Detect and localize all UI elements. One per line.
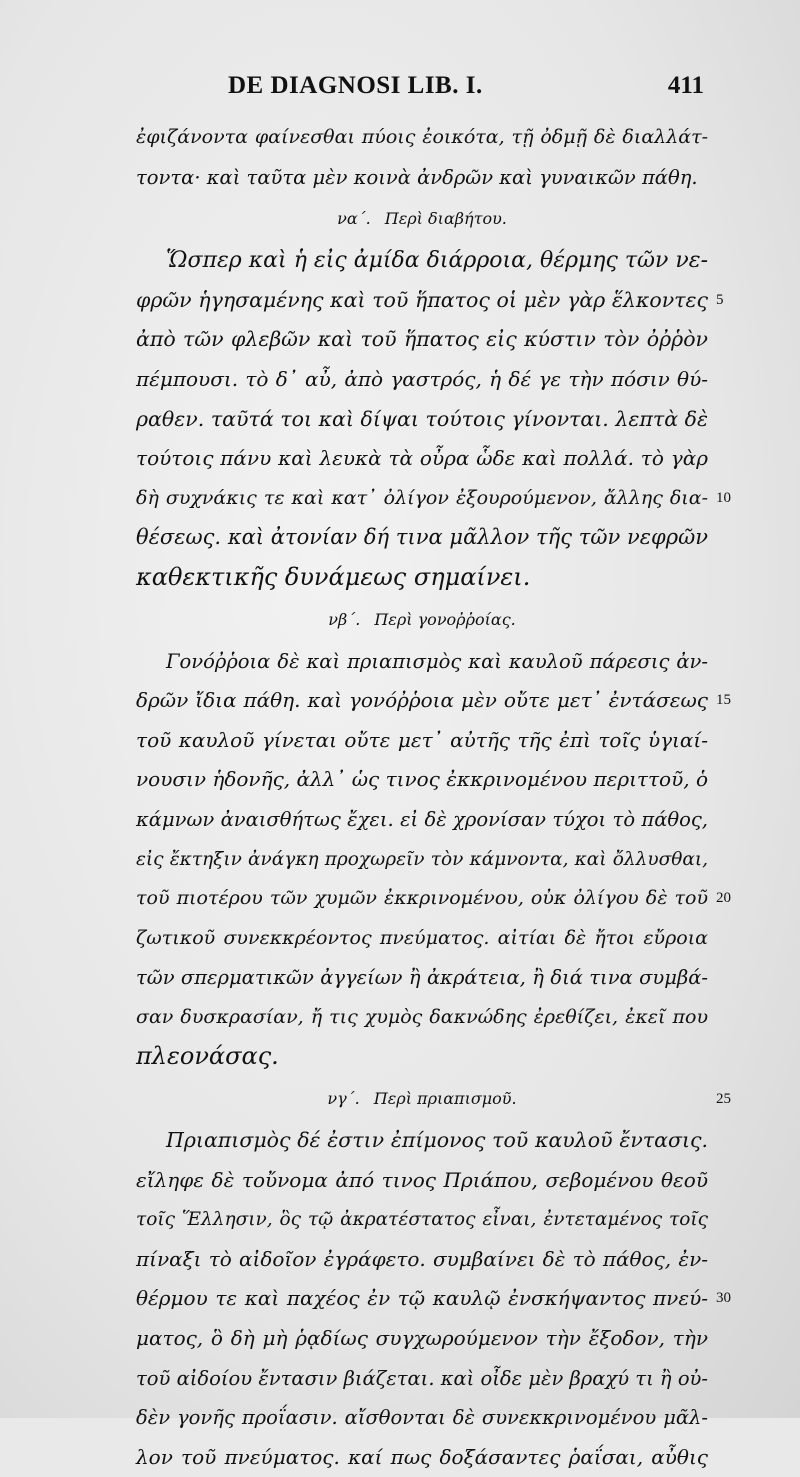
body-text xyxy=(136,118,731,1477)
text-line: τοῖς Ἕλλησιν, ὃς τῷ ἀκρατέστατος εἶναι, ἐντεταμένος τοῖς xyxy=(136,1209,708,1231)
text-line: ἐφιζάνοντα φαίνεσθαι πύοις ἐοικότα, τῇ ὀδμῇ δὲ διαλλάτ- xyxy=(136,126,708,148)
page-number: 411 xyxy=(667,72,704,99)
text-line: τῶν σπερματικῶν ἀγγείων ἢ ἀκράτεια, ἢ διά τινα συμβά- xyxy=(136,966,708,990)
line-number: 30 xyxy=(716,1290,731,1307)
text-line: τούτοις πάνυ καὶ λευκὰ τὰ οὖρα ὧδε καὶ πολλά. τὸ γὰρ xyxy=(136,446,708,471)
text-line: πέμπουσι. τὸ δ᾽ αὖ, ἀπὸ γαστρός, ἡ δέ γε τὴν πόσιν θύ- xyxy=(136,366,708,391)
text-line: ζωτικοῦ συνεκκρέοντος πνεύματος. αἰτίαι δὲ ἤτοι εὔροια xyxy=(136,926,708,949)
text-line: τοῦ αἰδοίου ἔντασιν βιάζεται. καὶ οἶδε μὲν βραχύ τι ἢ οὐ- xyxy=(136,1366,708,1390)
text-line: φρῶν ἡγησαμένης καὶ τοῦ ἥπατος οἱ μὲν γὰρ ἕλκοντες 5 xyxy=(136,281,708,321)
line-number: 5 xyxy=(716,291,724,308)
section-number: νβ΄. xyxy=(328,609,361,629)
text-line: δρῶν ἴδια πάθη. καὶ γονόῤῥοια μὲν οὔτε μετ᾽ ἐντάσεως 15 xyxy=(136,681,708,721)
section-title: Περὶ γονοῤῥοίας. xyxy=(374,609,516,629)
section-heading xyxy=(136,1077,731,1121)
text-line: θέρμου τε καὶ παχέος ἐν τῷ καυλῷ ἐνσκήψαντος πνεύ- 30 xyxy=(136,1279,708,1319)
text-line: νουσιν ἡδονῆς, ἀλλ᾽ ὡς τινος ἐκκρινομένου περιττοῦ, ὁ xyxy=(136,767,709,792)
text-line: καθεκτικῆς δυνάμεως σημαίνει. xyxy=(136,562,531,591)
text-line: θέσεως. καὶ ἀτονίαν δή τινα μᾶλλον τῆς τῶν νεφρῶν xyxy=(136,525,708,550)
text-line: κάμνων ἀναισθήτως ἔχει. εἰ δὲ χρονίσαν τύχοι τὸ πάθος, xyxy=(136,807,708,831)
text-line: πίναξι τὸ αἰδοῖον ἐγράφετο. συμβαίνει δὲ τὸ πάθος, ἐν- xyxy=(136,1246,708,1271)
text-line: τοῦ πιοτέρου τῶν χυμῶν ἐκκρινομένου, οὐκ ὀλίγου δὲ τοῦ 20 xyxy=(136,879,708,919)
text-line: Πριαπισμὸς δέ ἐστιν ἐπίμονος τοῦ καυλοῦ ἔντασις. xyxy=(166,1128,708,1153)
text-line: εἰς ἔκτηξιν ἀνάγκη προχωρεῖν τὸν κάμνοντα, καὶ ὄλλυσθαι, xyxy=(136,848,708,870)
section-number: νγ΄. xyxy=(327,1089,360,1109)
running-head xyxy=(0,72,800,106)
section-title: Περὶ διαβήτου. xyxy=(384,209,507,229)
text-line: Γονόῤῥοια δὲ καὶ πριαπισμὸς καὶ καυλοῦ πάρεσις ἀν- xyxy=(166,649,708,673)
text-line: εἴληφε δὲ τοὔνομα ἀπό τινος Πριάπου, σεβομένου θεοῦ xyxy=(136,1167,708,1192)
line-number: 20 xyxy=(716,890,731,907)
text-line: δὴ συχνάκις τε καὶ κατ᾽ ὀλίγον ἐξουρούμενον, ἄλλης δια- 10 xyxy=(136,479,708,519)
section-title: Περὶ πριαπισμοῦ. xyxy=(373,1089,517,1109)
text-line: ἀπὸ τῶν φλεβῶν καὶ τοῦ ἥπατος εἰς κύστιν τὸν ὀῤῥὸν xyxy=(136,327,708,352)
text-line: ματος, ὃ δὴ μὴ ῥᾳδίως συγχωρούμενον τὴν ἔξοδον, τὴν xyxy=(136,1326,708,1351)
line-number: 15 xyxy=(716,692,731,709)
text-line: τοῦ καυλοῦ γίνεται οὔτε μετ᾽ αὐτῆς τῆς ἐπὶ τοῖς ὑγιαί- xyxy=(136,727,708,752)
text-line: τοντα· καὶ ταῦτα μὲν κοινὰ ἀνδρῶν καὶ γυναικῶν πάθη. xyxy=(136,165,698,189)
line-number: 10 xyxy=(716,489,731,506)
text-line: δὲν γονῆς προΐασιν. αἴσθονται δὲ συνεκκρινομένου μᾶλ- xyxy=(136,1406,708,1430)
text-line: ραθεν. ταῦτά τοι καὶ δίψαι τούτοις γίνονται. λεπτὰ δὲ xyxy=(136,406,708,431)
text-line: πλεονάσας. xyxy=(136,1042,279,1071)
line-number: 25 xyxy=(716,1091,731,1108)
section-heading xyxy=(136,197,708,241)
text-line: Ὥσπερ καὶ ἡ εἰς ἀμίδα διάρροια, θέρμης τῶν νε- xyxy=(166,248,708,274)
section-number: να΄. xyxy=(337,209,371,229)
text-line: λον τοῦ πνεύματος. καί πως δοξάσαντες ῥαΐσαι, αὖθις xyxy=(136,1444,708,1469)
text-line: σαν δυσκρασίαν, ἤ τις χυμὸς δακνώδης ἐρεθίζει, ἐκεῖ που xyxy=(136,1005,708,1028)
running-title: DE DIAGNOSI LIB. I. xyxy=(228,72,483,99)
section-heading xyxy=(136,598,708,642)
